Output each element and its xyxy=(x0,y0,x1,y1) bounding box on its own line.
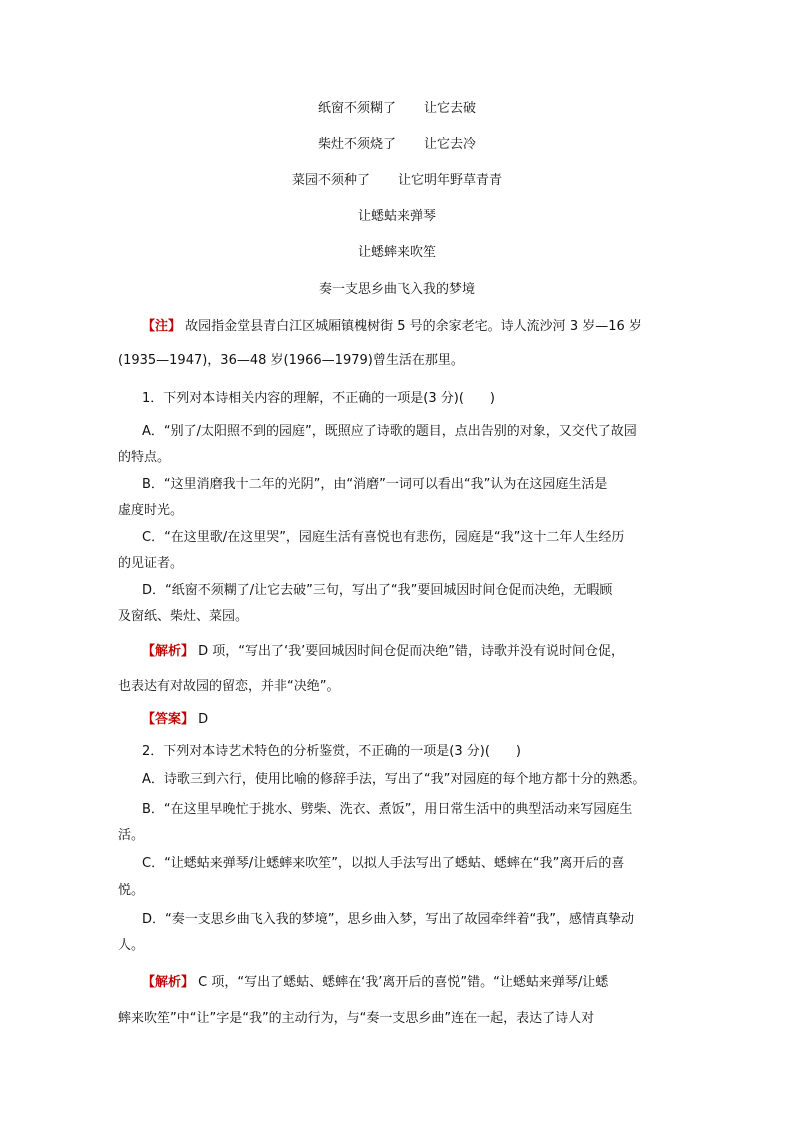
note-line-2: (1935—1947)，36—48 岁(1966—1979)曾生活在那里。 xyxy=(118,353,464,368)
q1-option-b-line-2: 虚度时光。 xyxy=(118,503,184,518)
note-tag: 【注】 xyxy=(142,319,182,334)
note-line-1 xyxy=(142,318,642,336)
poem-line-1-part-a: 纸窗不须糊了 xyxy=(317,101,396,116)
q2-analysis-tag: 【解析】 xyxy=(142,975,195,990)
q2-option-b-line-1: B．“在这里早晚忙于挑水、劈柴、洗衣、煮饭”，用日常生活中的典型活动来写园庭生 xyxy=(142,802,633,817)
poem-line-6 xyxy=(0,281,794,299)
q1-option-d-line-2: 及窗纸、柴灶、菜园。 xyxy=(118,609,249,624)
q1-answer xyxy=(142,711,208,729)
poem-line-1 xyxy=(0,100,794,118)
q2-option-b-line-2: 活。 xyxy=(118,828,145,843)
q1-option-c-line-2: 的见证者。 xyxy=(118,556,184,571)
poem-line-5 xyxy=(0,244,794,262)
poem-line-6-text: 奏一支思乡曲飞入我的梦境 xyxy=(318,282,475,297)
poem-line-3-part-a: 菜园不须种了 xyxy=(291,173,370,188)
q2-analysis-text-1: C 项，“写出了蟋蛄、蟋蟀在‘我’离开后的喜悦”错。“让蟋蛄来弹琴/让蟋 xyxy=(194,975,609,990)
q1-option-a-line-1: A．“别了/太阳照不到的园庭”，既照应了诗歌的题目，点出告别的对象，又交代了故园 xyxy=(142,424,637,439)
q1-stem: 1．下列对本诗相关内容的理解，不正确的一项是(3 分)( ) xyxy=(142,391,495,406)
q2-option-c-line-1: C．“让蟋蛄来弹琴/让蟋蟀来吹笙”，以拟人手法写出了蟋蛄、蟋蟀在“我”离开后的喜 xyxy=(142,856,625,871)
q2-option-d-line-1: D．“奏一支思乡曲飞入我的梦境”，思乡曲入梦，写出了故园牵绊着“我”，感情真挚动 xyxy=(142,912,634,927)
poem-line-2 xyxy=(0,136,794,154)
q2-analysis-line-2: 蟀来吹笙”中“让”字是“我”的主动行为，与“奏一支思乡曲”连在一起，表达了诗人对 xyxy=(118,1011,595,1026)
q1-answer-tag: 【答案】 xyxy=(142,712,195,727)
q1-analysis-tag: 【解析】 xyxy=(142,644,195,659)
q2-option-d-line-2: 人。 xyxy=(118,938,145,953)
q1-analysis-text-1: D 项，“写出了‘我’要回城因时间仓促而决绝”错，诗歌并没有说时间仓促， xyxy=(194,644,625,659)
q2-option-a-line-1: A．诗歌三到六行，使用比喻的修辞手法，写出了“我”对园庭的每个地方都十分的熟悉。 xyxy=(142,772,646,787)
note-text-1: 故园指金堂县青白江区城厢镇槐树街 5 号的余家老宅。诗人流沙河 3 岁—16 岁 xyxy=(181,319,642,334)
q2-stem: 2．下列对本诗艺术特色的分析鉴赏，不正确的一项是(3 分)( ) xyxy=(142,744,521,759)
q2-option-c-line-2: 悦。 xyxy=(118,883,145,898)
q1-option-b-line-1: B．“这里消磨我十二年的光阴”，由“消磨”一词可以看出“我”认为在这园庭生活是 xyxy=(142,477,608,492)
poem-line-2-part-a: 柴灶不须烧了 xyxy=(317,137,396,152)
q1-analysis-line-2: 也表达有对故园的留恋，并非“决绝”。 xyxy=(118,679,340,694)
poem-line-2-part-b: 让它去冷 xyxy=(424,137,477,152)
poem-line-3-part-b: 让它明年野草青青 xyxy=(398,173,503,188)
poem-line-3 xyxy=(0,172,794,190)
q1-option-d-line-1: D．“纸窗不须糊了/让它去破”三句，写出了“我”要回城因时间仓促而决绝，无暇顾 xyxy=(142,583,613,598)
q2-analysis-line-1 xyxy=(142,974,608,992)
q1-analysis-line-1 xyxy=(142,643,624,661)
poem-line-5-text: 让蟋蟀来吹笙 xyxy=(357,245,436,260)
poem-line-4-text: 让蟋蛄来弹琴 xyxy=(357,209,436,224)
q1-answer-text: D xyxy=(194,712,209,727)
q1-option-c-line-1: C．“在这里歌/在这里哭”，园庭生活有喜悦也有悲伤，园庭是“我”这十二年人生经历 xyxy=(142,530,625,545)
poem-line-4 xyxy=(0,208,794,226)
q1-option-a-line-2: 的特点。 xyxy=(118,450,171,465)
poem-line-1-part-b: 让它去破 xyxy=(424,101,477,116)
